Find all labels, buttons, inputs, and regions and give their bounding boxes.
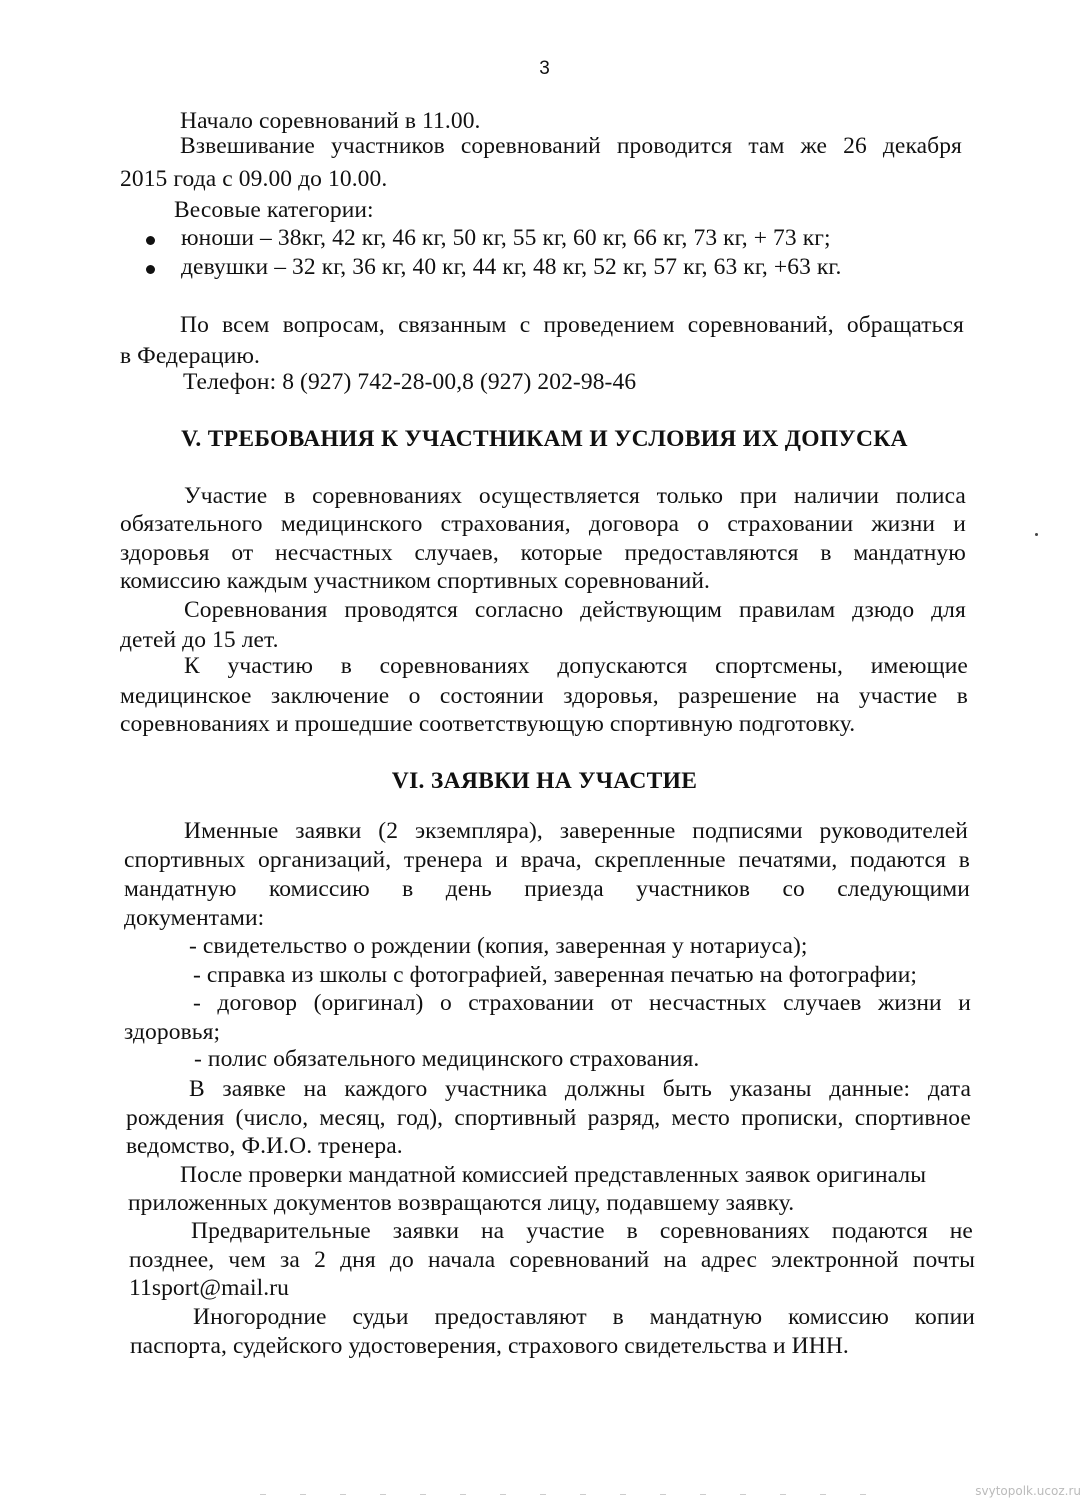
- word: соревнованиях: [379, 653, 530, 679]
- word: не: [949, 1218, 973, 1244]
- word: полиса: [895, 483, 966, 509]
- word: подписями: [692, 818, 803, 844]
- s6-p1-line-1: [184, 816, 968, 846]
- boys-categories: юноши – 38кг, 42 кг, 46 кг, 50 кг, 55 кг, 60 кг, 66 кг, 73 кг, + 73 кг;: [181, 225, 831, 251]
- word: же: [800, 133, 828, 159]
- word: правилам: [738, 597, 836, 623]
- word: мандатную: [853, 540, 966, 566]
- word: несчастных: [275, 540, 393, 566]
- word: руководителей: [819, 818, 968, 844]
- word: соревнований,: [687, 312, 834, 338]
- word: чем: [228, 1247, 266, 1273]
- s6-p1-line-2: [124, 845, 970, 875]
- s5-p2-line-1: [184, 595, 966, 625]
- word: 26: [843, 133, 867, 159]
- word: 2: [314, 1247, 326, 1273]
- word: заверенные: [559, 818, 676, 844]
- word: скрепленные: [594, 847, 726, 873]
- word: имеющие: [870, 653, 968, 679]
- word: договор: [217, 990, 298, 1016]
- word: подаются: [831, 1218, 928, 1244]
- word: вопросам,: [282, 312, 385, 338]
- word: в: [284, 483, 296, 509]
- word: заключение: [270, 683, 390, 709]
- word: в: [956, 683, 968, 709]
- word: участников: [330, 133, 445, 159]
- word: печатями,: [738, 847, 838, 873]
- section-5-heading: V. ТРЕБОВАНИЯ К УЧАСТНИКАМ И УСЛОВИЯ ИХ ДОПУСКА: [181, 426, 908, 452]
- word: за: [280, 1247, 300, 1273]
- s5-p3-line-3: соревнованиях и прошедшие соответствующую спортивную подготовку.: [120, 711, 856, 737]
- girls-categories: девушки – 32 кг, 36 кг, 40 кг, 44 кг, 48 кг, 52 кг, 57 кг, 63 кг, +63 кг.: [181, 254, 842, 280]
- word: о: [408, 683, 421, 709]
- word: жизни: [877, 990, 942, 1016]
- word: (число,: [235, 1105, 309, 1131]
- scan-noise: [260, 1494, 880, 1495]
- word: в: [612, 1304, 624, 1330]
- word: заявке: [222, 1076, 286, 1102]
- word: Предварительные: [191, 1218, 371, 1244]
- word: на: [663, 1247, 687, 1273]
- word: всем: [222, 312, 270, 338]
- word: начала: [427, 1247, 496, 1273]
- weight-categories-label: Весовые категории:: [174, 197, 374, 223]
- word: Именные: [184, 818, 279, 844]
- word: спортивных: [124, 847, 246, 873]
- word: соревнований: [460, 133, 601, 159]
- word: В: [189, 1076, 205, 1102]
- word: участников: [636, 876, 751, 902]
- word: разряд,: [587, 1105, 661, 1131]
- s6-p3-line-2: приложенных документов возвращаются лицу, подавшему заявку.: [128, 1190, 795, 1216]
- contact-line-1: [180, 310, 964, 340]
- word: быть: [662, 1076, 712, 1102]
- word: приезда: [524, 876, 604, 902]
- word: страховании: [468, 990, 595, 1016]
- s6-p1-line-4: документами:: [124, 905, 265, 931]
- s6-p2-line-3: ведомство, Ф.И.О. тренера.: [126, 1133, 403, 1159]
- word: дня: [340, 1247, 376, 1273]
- word: связанным: [398, 312, 507, 338]
- word: медицинского: [280, 511, 423, 537]
- doc-insurance-contract-line-2: здоровья;: [124, 1019, 221, 1045]
- bullet-icon: [146, 265, 155, 274]
- word: в: [402, 876, 414, 902]
- scan-speck: [1035, 533, 1038, 536]
- word: почты: [912, 1247, 975, 1273]
- word: обязательного: [120, 511, 263, 537]
- word: участие: [858, 683, 938, 709]
- s6-p4-line-2: [129, 1245, 975, 1275]
- word: на: [303, 1076, 327, 1102]
- weighing-line-2: 2015 года с 09.00 до 10.00.: [120, 166, 388, 192]
- word: в: [820, 540, 832, 566]
- word: место: [671, 1105, 730, 1131]
- word: при: [739, 483, 778, 509]
- word: для: [931, 597, 966, 623]
- word: договора: [588, 511, 680, 537]
- word: состоянии: [439, 683, 544, 709]
- word: тренера: [403, 847, 483, 873]
- word: спортивное: [854, 1105, 971, 1131]
- word: страховании: [727, 511, 854, 537]
- word: наличии: [793, 483, 880, 509]
- word: жизни: [871, 511, 936, 537]
- word: там: [748, 133, 785, 159]
- word: К: [184, 653, 200, 679]
- word: случаев: [783, 990, 862, 1016]
- word: о: [697, 511, 710, 537]
- word: Взвешивание: [180, 133, 315, 159]
- word: данные:: [829, 1076, 911, 1102]
- word: и: [953, 511, 966, 537]
- s5-p2-line-2: детей до 15 лет.: [120, 627, 279, 653]
- weighing-line-1: [180, 131, 962, 161]
- doc-medical-policy: - полис обязательного медицинского страхования.: [194, 1046, 700, 1072]
- section-6-heading: VI. ЗАЯВКИ НА УЧАСТИЕ: [391, 768, 698, 794]
- word: заявки: [392, 1218, 459, 1244]
- word: (2: [378, 818, 399, 844]
- word: только: [656, 483, 724, 509]
- word: от: [231, 540, 254, 566]
- s6-p1-line-3: [124, 874, 970, 904]
- word: в: [958, 847, 970, 873]
- word: каждого: [344, 1076, 428, 1102]
- s5-p3-line-1: [184, 651, 968, 681]
- word: с: [519, 312, 531, 338]
- word: Соревнования: [184, 597, 328, 623]
- word: год),: [396, 1105, 444, 1131]
- s5-p1-line-1: [184, 481, 966, 511]
- word: должны: [564, 1076, 646, 1102]
- word: которые: [520, 540, 603, 566]
- word: комиссию: [788, 1304, 889, 1330]
- word: день: [445, 876, 492, 902]
- word: до: [389, 1247, 414, 1273]
- word: спортсмены,: [715, 653, 843, 679]
- word: соревнований: [509, 1247, 650, 1273]
- word: (оригинал): [313, 990, 424, 1016]
- watermark: svytopolk.ucoz.ru: [975, 1484, 1081, 1498]
- word: По: [180, 312, 209, 338]
- s6-p5-line-2: паспорта, судейского удостоверения, страхового свидетельства и ИНН.: [130, 1333, 849, 1359]
- word: электронной: [771, 1247, 899, 1273]
- word: комиссию: [268, 876, 370, 902]
- word: следующими: [837, 876, 970, 902]
- word: предоставляют: [434, 1304, 587, 1330]
- word: несчастных: [649, 990, 767, 1016]
- word: действующим: [580, 597, 723, 623]
- word: осуществляется: [478, 483, 640, 509]
- word: на: [816, 683, 840, 709]
- word: и: [495, 847, 508, 873]
- word: спортивный: [454, 1105, 577, 1131]
- word: проводится: [616, 133, 733, 159]
- word: случаев,: [414, 540, 499, 566]
- s6-p3-line-1: После проверки мандатной комиссией представленных заявок оригиналы: [180, 1162, 927, 1188]
- s5-p1-line-2: [120, 509, 966, 539]
- word: позднее,: [129, 1247, 215, 1273]
- word: декабря: [882, 133, 962, 159]
- word: проводятся: [344, 597, 458, 623]
- word: участие: [526, 1218, 605, 1244]
- s5-p3-line-2: [120, 681, 968, 711]
- word: врача,: [520, 847, 582, 873]
- word: обращаться: [846, 312, 964, 338]
- word: Иногородние: [193, 1304, 327, 1330]
- s5-p1-line-4: комиссию каждым участником спортивных соревнований.: [120, 568, 711, 594]
- doc-school-certificate: - справка из школы с фотографией, заверенная печатью на фотографии;: [193, 962, 918, 988]
- word: месяц,: [319, 1105, 386, 1131]
- word: дзюдо: [852, 597, 915, 623]
- word: проведением: [543, 312, 675, 338]
- word: заявки: [295, 818, 362, 844]
- word: соревнованиях: [312, 483, 463, 509]
- word: здоровья: [120, 540, 210, 566]
- s6-p2-line-2: [126, 1103, 971, 1133]
- word: страхования,: [440, 511, 571, 537]
- word: на: [481, 1218, 505, 1244]
- bullet-icon: [146, 236, 155, 245]
- word: экземпляра),: [414, 818, 543, 844]
- word: адрес: [700, 1247, 757, 1273]
- word: судьи: [352, 1304, 409, 1330]
- word: допускаются: [557, 653, 688, 679]
- s6-p2-line-1: [189, 1074, 971, 1104]
- word: согласно: [474, 597, 564, 623]
- email-address: 11sport@mail.ru: [129, 1275, 289, 1301]
- word: соревнованиях: [659, 1218, 810, 1244]
- word: подаются: [850, 847, 946, 873]
- word: от: [610, 990, 633, 1016]
- word: и: [958, 990, 971, 1016]
- word: организаций,: [257, 847, 392, 873]
- page-number: 3: [539, 58, 550, 79]
- word: Участие: [184, 483, 268, 509]
- word: медицинское: [120, 683, 252, 709]
- word: предоставляются: [624, 540, 799, 566]
- word: разрешение: [678, 683, 797, 709]
- word: прописки,: [741, 1105, 844, 1131]
- s5-p1-line-3: [120, 538, 966, 568]
- word: рождения: [126, 1105, 225, 1131]
- doc-insurance-contract-line-1: [193, 988, 971, 1018]
- phone-line: Телефон: 8 (927) 742-28-00,8 (927) 202-98-46: [183, 369, 637, 395]
- s6-p5-line-1: [193, 1302, 975, 1332]
- word: мандатную: [124, 876, 237, 902]
- word: дата: [927, 1076, 971, 1102]
- doc-birth-certificate: - свидетельство о рождении (копия, заверенная у нотариуса);: [189, 933, 808, 959]
- start-time-line: Начало соревнований в 11.00.: [180, 108, 481, 134]
- contact-line-2: в Федерацию.: [120, 343, 261, 369]
- word: -: [193, 990, 201, 1016]
- word: со: [782, 876, 805, 902]
- word: в: [626, 1218, 638, 1244]
- word: участника: [444, 1076, 548, 1102]
- word: в: [340, 653, 352, 679]
- word: участию: [227, 653, 314, 679]
- word: копии: [914, 1304, 975, 1330]
- word: мандатную: [649, 1304, 763, 1330]
- word: указаны: [729, 1076, 812, 1102]
- word: о: [439, 990, 452, 1016]
- word: здоровья,: [563, 683, 659, 709]
- s6-p4-line-1: [191, 1216, 973, 1246]
